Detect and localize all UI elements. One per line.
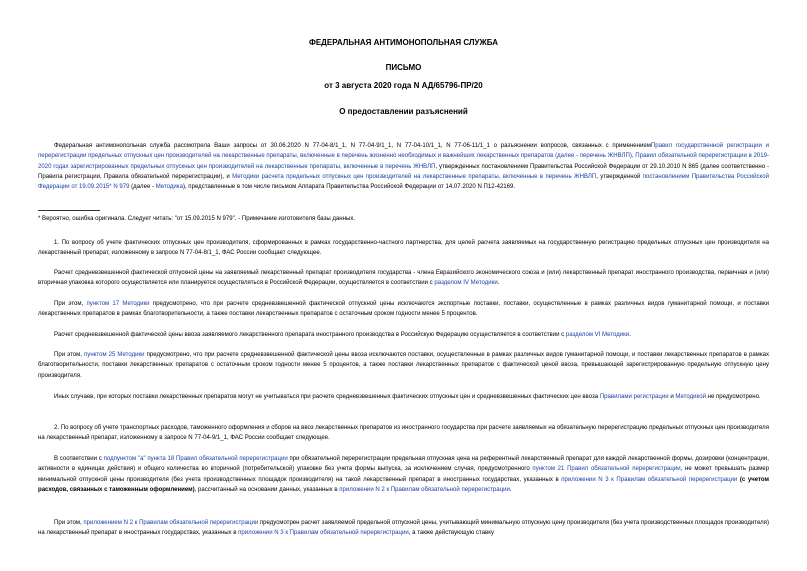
p9-text-1: При этом, — [54, 520, 82, 526]
paragraph-3 — [38, 299, 769, 320]
p8-bold-text: (с учетом расходов, связанных с таможенным оформлением) — [38, 476, 769, 493]
rules-registration-link[interactable]: Правил государственной регистрации и перерегистрации предельных отпускных цен производителей на лекарственные препараты, включенные в перечень жизненно необходимых и важнейших лекарственных препаратов (далее - перечень ЖНВЛП), Правил обязательной перерегистрации в 2019-2020 годах зарегистрированных предельных отпускных цен производителей на лекарственные препараты, включенные в перечень ЖНВЛП — [38, 143, 769, 170]
paragraph-8 — [38, 454, 769, 495]
agency-title: ФЕДЕРАЛЬНАЯ АНТИМОНОПОЛЬНАЯ СЛУЖБА — [309, 38, 498, 47]
clause-17-link[interactable]: пунктом 17 Методики — [86, 301, 150, 307]
paragraph-6 — [38, 392, 769, 402]
paragraph-4 — [38, 330, 769, 340]
appendix-3-link[interactable]: приложении N 3 к Правилам обязательной перерегистрации — [561, 476, 738, 483]
p3-text-2: предусмотрено, что при расчете средневзвешенной фактической отпускной цены исключаются экспортные поставки, поставки, осуществленные в рамках различных видов гуманитарной помощи, и поставки лекарственных препаратов в рамках благотворительности, а также поставки лекарственных препаратов с остаточным сроком годности менее 5 процентов. — [38, 301, 770, 318]
p4-text-1: Расчет средневзвешенной фактической цены ввоза заявляемого лекарственного препарата иностранного производства в Российскую Федерацию осуществляется в соответствии с — [54, 332, 565, 338]
resolution-link[interactable]: постановлением Правительства Российской Федерации от 19.09.2015* N 979 — [38, 173, 769, 191]
p5-text-2: предусмотрено, что при расчете средневзвешенной фактической цены ввоза исключаются поставки, осуществленные в рамках различных видов гуманитарной помощи, и поставки лекарственных препаратов в рамках благотворительности, поставки лекарственных препаратов с остаточным сроком годности менее 5 процентов, а также поставки лекарственных препаратов с фактической ценой ввоза, превышающей зарегистрированную предельную отпускную цену производителя. — [38, 352, 770, 379]
subclause-a-18-link[interactable]: подпунктом "а" пункта 18 Правил обязательной перерегистрации — [103, 456, 288, 462]
paragraph-7: 2. По вопросу об учете транспортных расходов, таможенного оформления и сборов на ввоз лекарственных препаратов из иностранного государства при расчете заявляемых на обязательную перерегистрацию предельных отпускных цен производителя на лекарственный препарат, изложенному в запросе N 77-04-9/1_1, ФАС России сообщает следующее. — [38, 425, 769, 442]
p8-text-3: , не может превышать размер минимальной отпускной цены производителя (без учета производственных площадок производителя) на такой лекарственный препарат в иностранных государствах, указанных в — [38, 466, 770, 483]
paragraph-5 — [38, 350, 769, 381]
document-type: ПИСЬМО — [385, 63, 422, 72]
p6-text-3: не предусмотрено. — [705, 394, 761, 400]
p6-text-1: Иных случаев, при которых поставки лекарственных препаратов могут не учитываться при расчете средневзвешенных фактических отпускных цен и средневзвешенных фактических цен ввоза — [54, 394, 599, 400]
p5-text-1: При этом, — [54, 352, 82, 358]
intro-text-4: (далее - — [129, 184, 156, 191]
paragraph-1: 1. По вопросу об учете фактических отпускных цен производителя, сформированных в рамках государственно-частного партнерства, для целей расчета заявляемых на государственную регистрацию предельных отпускных цен производителя на лекарственный препарат, изложенному в запросе N 77-04-8/1_1, ФАС России сообщает следующее. — [38, 240, 769, 257]
clause-25-link[interactable]: пунктом 25 Методики — [84, 352, 145, 358]
section-iv-link[interactable]: разделом IV Методики — [434, 280, 498, 287]
appendix-2-ref-link[interactable]: приложением N 2 к Правилам обязательной перерегистрации — [83, 520, 259, 526]
appendix-3-ref-link[interactable]: приложении N 3 к Правилам обязательной перерегистрации — [238, 530, 409, 537]
intro-text-3: , утвержденной — [596, 173, 641, 180]
registration-rules-link[interactable]: Правилами регистрации — [599, 394, 669, 400]
p8-text-2: при обязательной перерегистрации предельная отпускная цена на референтный лекарственный препарат для каждой лекарственной формы, дозировки (концентрации, активности в единицах действия) и общего количества во вторичной (потребительской) упаковке без учета формы выпуска, за исключением случая, предусмотренного — [38, 456, 769, 473]
section-vi-link[interactable]: разделом VI Методики — [565, 332, 630, 338]
p6-text-2: и — [668, 394, 676, 400]
methodology-link[interactable]: Методики расчета предельных отпускных цен производителей на лекарственные препараты, включенные в перечень ЖНВЛП — [232, 173, 597, 180]
p8-text-5: . — [509, 486, 512, 493]
intro-paragraph — [38, 141, 769, 192]
document-subject: О предоставлении разъяснений — [339, 107, 468, 116]
intro-text-5: ), представленные в том числе письмом Аппарата Правительства Российской Федерации от 14.07.2020 N П12-42169. — [182, 184, 516, 191]
appendix-2-link[interactable]: приложении N 2 к Правилам обязательной перерегистрации — [339, 486, 510, 493]
document-date-number: от 3 августа 2020 года N АД/65796-ПР/20 — [324, 81, 483, 90]
p9-text-2: предусмотрен расчет заявляемой предельной отпускной цены, учитывающий минимальную отпускную цену производителя (без учета производственных площадок производителя) на лекарственный препарат в иностранных государствах, указанных в — [38, 520, 769, 537]
p3-text-1: При этом, — [54, 301, 84, 307]
intro-text-1: Федеральная антимонопольная служба рассмотрела Ваши запросы от 30.06.2020 N 77-04-8/1_1, N 77-04-9/1_1, N 77-04-10/1_1, N 77-06-11/1_1 о разъяснении вопросов, связанных с применением — [54, 143, 651, 149]
p2-text-1: Расчет средневзвешенной фактической отпускной цены на заявляемый лекарственный препарат производителя государства - члена Евразийского экономического союза и (или) лекарственный препарат иностранного производства, первичная и (или) вторичная упаковка которого осуществляется или планируется осуществляться в Российской Федерации, осуществляется в соответствии с — [38, 270, 769, 287]
footnote: * Вероятно, ошибка оригинала. Следует читать: "от 15.09.2015 N 979". - Примечание изготовителя базы данных. — [38, 216, 356, 222]
p4-text-2: . — [629, 332, 631, 338]
p8-text-4: , рассчитанный на основании данных, указанных в — [194, 486, 338, 493]
p2-text-2: . — [497, 280, 500, 287]
footnote-separator — [38, 210, 100, 211]
p8-text-1: В соответствии с — [54, 456, 102, 462]
clause-21-link[interactable]: пунктом 21 Правил обязательной перерегистрации — [532, 466, 681, 473]
methodology-short-link[interactable]: Методика — [155, 184, 183, 191]
intro-text-2: , утвержденных постановлением Правительства Российской Федерации от 29.10.2010 N 865 (далее соответственно - Правила регистрации, Правила обязательной перерегистрации), и — [38, 163, 769, 180]
methodology-ref-link[interactable]: Методикой — [675, 394, 706, 400]
paragraph-9 — [38, 518, 769, 539]
paragraph-2 — [38, 268, 769, 289]
p9-text-3: , а также действующую ставку — [408, 530, 494, 537]
